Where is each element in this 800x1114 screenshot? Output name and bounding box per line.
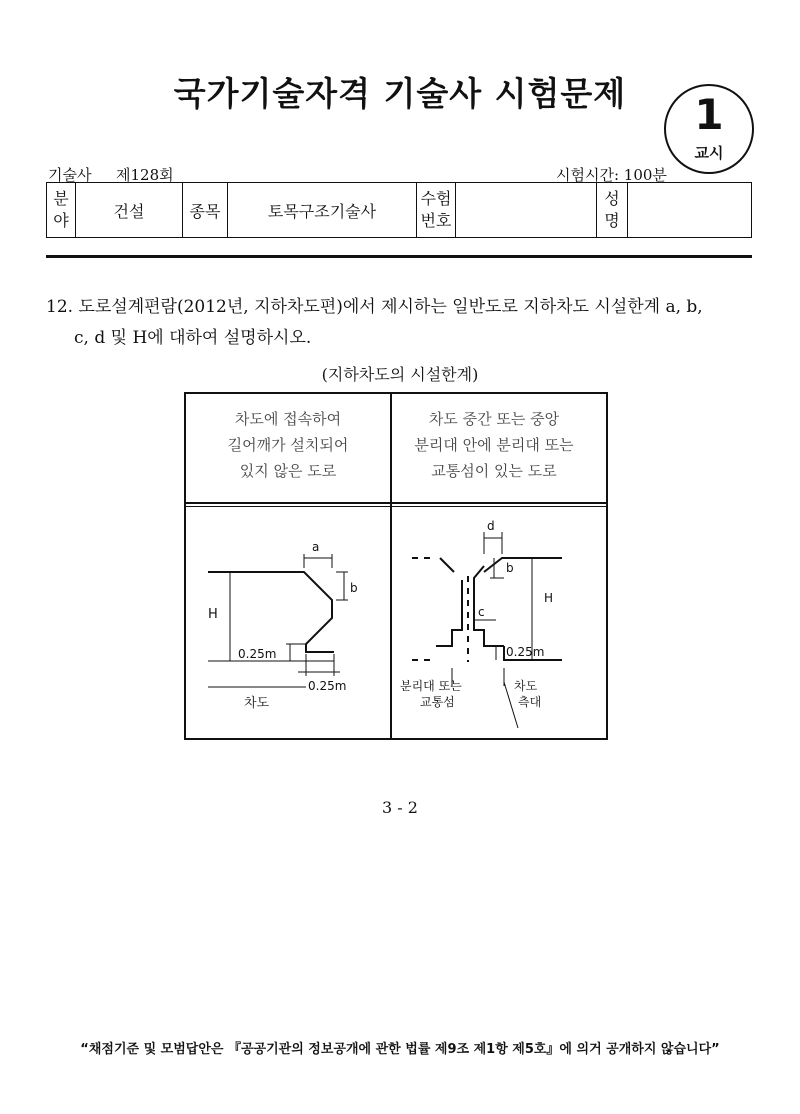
left-column-header bbox=[186, 406, 390, 484]
left-clearance-diagram bbox=[186, 506, 390, 738]
exam-time: 시험시간: 100분 bbox=[556, 166, 667, 184]
left-label-H: H bbox=[208, 607, 218, 622]
right-column-header bbox=[392, 406, 596, 484]
name-label-bottom: 명 bbox=[604, 211, 620, 230]
right-label-side-2: 측대 bbox=[518, 695, 542, 709]
right-header-line-1: 차도 중간 또는 중앙 bbox=[428, 410, 560, 428]
question-line-2: c, d 및 H에 대하여 설명하시오. bbox=[74, 328, 312, 348]
header-divider bbox=[46, 255, 752, 258]
left-label-dim-horizontal: 0.25m bbox=[308, 679, 347, 693]
left-label-a: a bbox=[312, 540, 320, 554]
info-table bbox=[46, 182, 752, 238]
name-label-top: 성 bbox=[604, 189, 620, 208]
right-label-b: b bbox=[506, 561, 514, 575]
field-label-bottom: 야 bbox=[53, 211, 69, 230]
left-label-dim-vertical: 0.25m bbox=[238, 647, 277, 661]
left-header-line-2: 길어깨가 설치되어 bbox=[227, 436, 349, 454]
question-line-1: 12. 도로설계편람(2012년, 지하차도편)에서 제시하는 일반도로 지하차도 시설한계 a, b, bbox=[46, 297, 703, 317]
page-title: 국가기술자격 기술사 시험문제 bbox=[173, 74, 627, 113]
session-badge bbox=[664, 84, 754, 174]
page-number: 3 - 2 bbox=[382, 798, 418, 817]
right-label-d: d bbox=[487, 519, 495, 533]
right-header-line-2: 분리대 안에 분리대 또는 bbox=[414, 436, 574, 454]
right-label-median-2: 교통섬 bbox=[420, 695, 455, 709]
exam-number-label-top: 수험 bbox=[420, 189, 452, 208]
footer-notice: “채점기준 및 모범답안은 『공공기관의 정보공개에 관한 법률 제9조 제1항 제5호』에 의거 공개하지 않습니다” bbox=[80, 1042, 720, 1057]
right-header-line-3: 교통섬이 있는 도로 bbox=[431, 462, 557, 480]
exam-number-field[interactable] bbox=[456, 183, 597, 238]
figure-header-divider bbox=[186, 502, 606, 504]
exam-label: 기술사 bbox=[48, 166, 92, 184]
session-number: 1 bbox=[694, 90, 724, 139]
right-label-side-1: 차도 bbox=[514, 679, 538, 693]
figure-caption: (지하차도의 시설한계) bbox=[321, 365, 479, 384]
field-value: 건설 bbox=[76, 183, 183, 238]
category-label: 종목 bbox=[183, 183, 228, 238]
right-label-dim-vertical: 0.25m bbox=[506, 645, 545, 659]
field-label-top: 분 bbox=[53, 189, 69, 208]
name-field[interactable] bbox=[628, 183, 752, 238]
session-label: 교시 bbox=[694, 144, 724, 162]
exam-round: 제128회 bbox=[116, 166, 174, 184]
left-header-line-3: 있지 않은 도로 bbox=[239, 462, 337, 480]
category-value: 토목구조기술사 bbox=[228, 183, 417, 238]
name-label-cell bbox=[597, 183, 628, 238]
question-text bbox=[46, 292, 756, 354]
field-label-cell bbox=[47, 183, 76, 238]
right-label-H: H bbox=[544, 591, 554, 605]
right-label-median-1: 분리대 또는 bbox=[400, 679, 462, 693]
exam-number-label-cell bbox=[417, 183, 456, 238]
clearance-figure bbox=[184, 392, 608, 740]
left-header-line-1: 차도에 접속하여 bbox=[234, 410, 342, 428]
exam-number-label-bottom: 번호 bbox=[420, 211, 452, 230]
left-label-road: 차도 bbox=[244, 696, 270, 711]
right-clearance-diagram bbox=[392, 506, 606, 738]
left-label-b: b bbox=[350, 581, 358, 595]
right-label-c: c bbox=[478, 605, 485, 619]
